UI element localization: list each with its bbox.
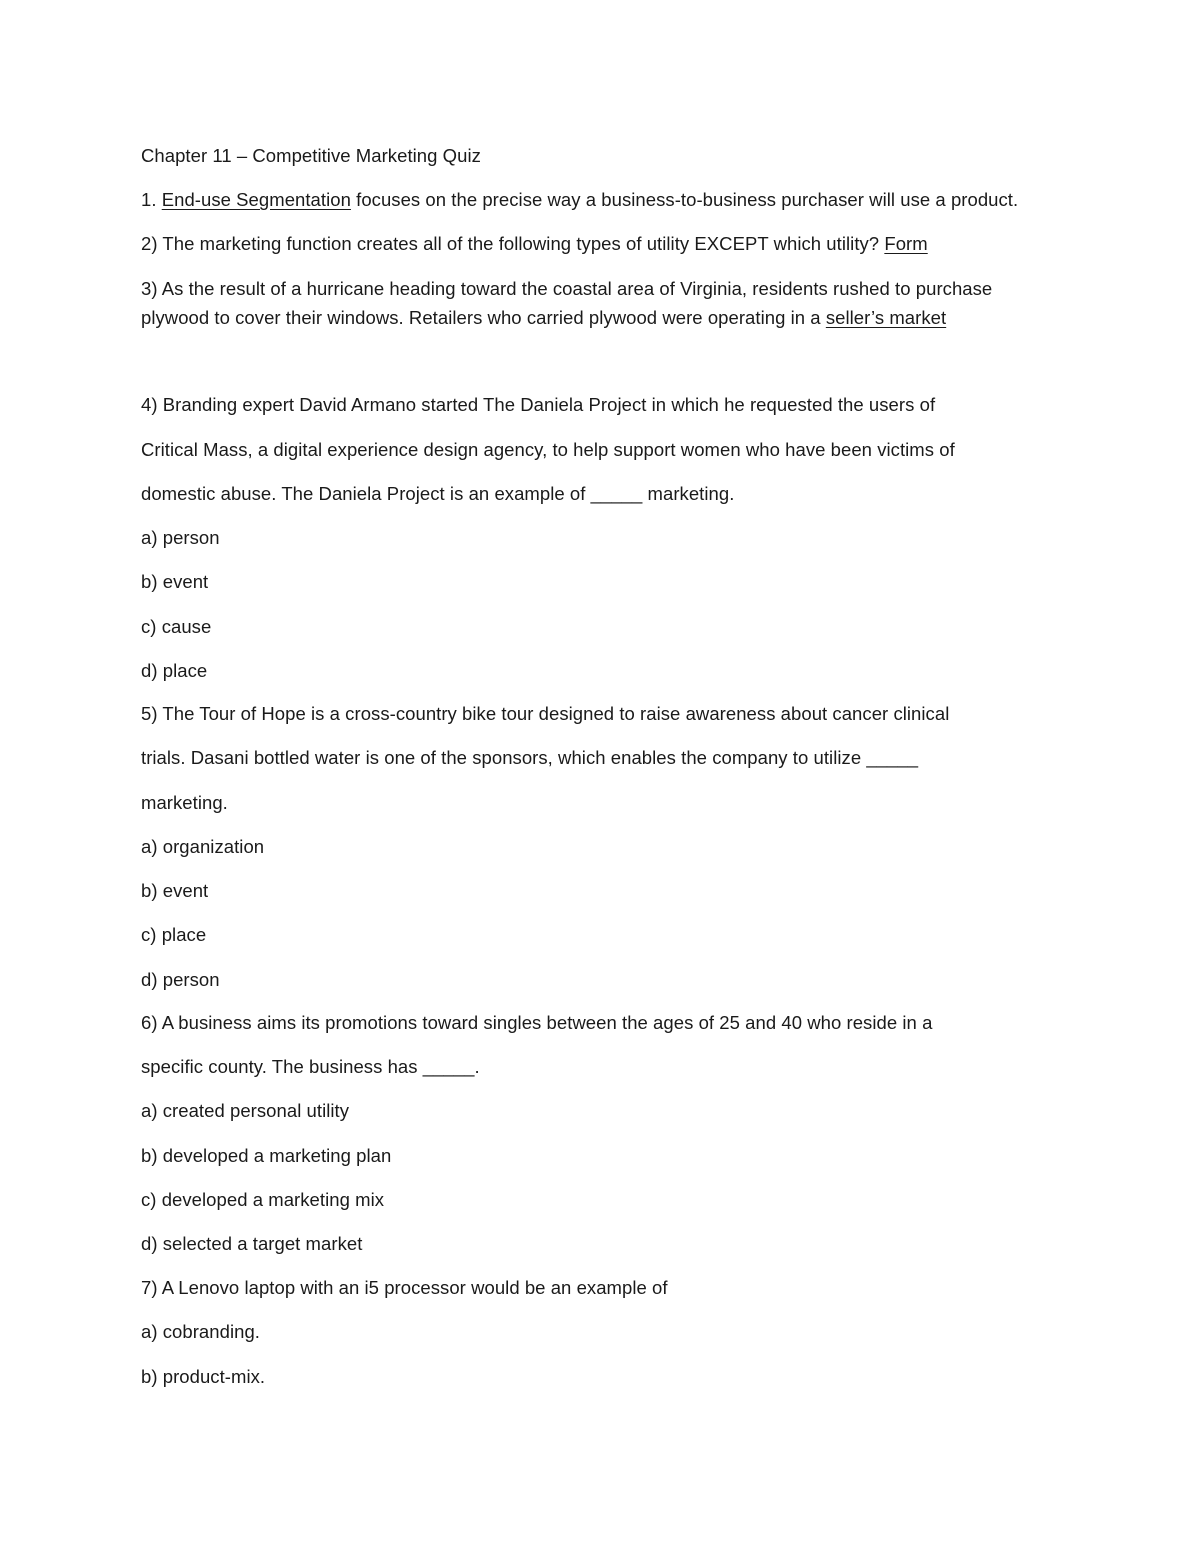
question-2	[141, 232, 928, 256]
question-5-line-1: 5) The Tour of Hope is a cross-country bike tour designed to raise awareness about cancer clinical	[141, 703, 950, 724]
question-6-option-c: c) developed a marketing mix	[141, 1189, 385, 1210]
question-3-line-2	[141, 306, 946, 330]
question-1	[141, 188, 1018, 212]
question-3-text: plywood to cover their windows. Retailers who carried plywood were operating in a	[141, 307, 826, 328]
question-1-number: 1.	[141, 189, 162, 210]
question-5-option-b: b) event	[141, 880, 209, 901]
question-1-text: focuses on the precise way a business-to-business purchaser will use a product.	[350, 189, 1019, 210]
question-3-line-1: 3) As the result of a hurricane heading toward the coastal area of Virginia, residents rushed to purchase	[141, 278, 993, 299]
question-4-option-b: b) event	[141, 571, 209, 592]
question-7-option-b: b) product-mix.	[141, 1366, 266, 1387]
question-4-option-c: c) cause	[141, 616, 212, 637]
question-4-option-d: d) place	[141, 660, 208, 681]
question-6-option-d: d) selected a target market	[141, 1233, 363, 1254]
question-6-line-1: 6) A business aims its promotions toward singles between the ages of 25 and 40 who reside in a	[141, 1012, 933, 1033]
question-5-option-c: c) place	[141, 924, 207, 945]
question-1-answer: End-use Segmentation	[161, 189, 351, 210]
question-4-line-2: Critical Mass, a digital experience design agency, to help support women who have been victims of	[141, 439, 955, 460]
question-2-text: 2) The marketing function creates all of the following types of utility EXCEPT which utility?	[141, 233, 885, 254]
question-6-option-a: a) created personal utility	[141, 1100, 350, 1121]
question-5-option-a: a) organization	[141, 836, 265, 857]
question-7-line-1: 7) A Lenovo laptop with an i5 processor would be an example of	[141, 1277, 668, 1298]
question-5-option-d: d) person	[141, 969, 220, 990]
question-4-option-a: a) person	[141, 527, 220, 548]
question-4-line-3: domestic abuse. The Daniela Project is an example of _____ marketing.	[141, 483, 735, 504]
question-2-answer: Form	[884, 233, 928, 254]
document-title: Chapter 11 – Competitive Marketing Quiz	[141, 145, 481, 166]
question-5-line-2: trials. Dasani bottled water is one of the sponsors, which enables the company to utilize _____	[141, 747, 919, 768]
question-4-line-1: 4) Branding expert David Armano started The Daniela Project in which he requested the users of	[141, 394, 936, 415]
question-3-answer: seller’s market	[825, 307, 947, 328]
question-7-option-a: a) cobranding.	[141, 1321, 260, 1342]
question-6-line-2: specific county. The business has _____.	[141, 1056, 480, 1077]
question-6-option-b: b) developed a marketing plan	[141, 1145, 392, 1166]
question-5-line-3: marketing.	[141, 792, 228, 813]
